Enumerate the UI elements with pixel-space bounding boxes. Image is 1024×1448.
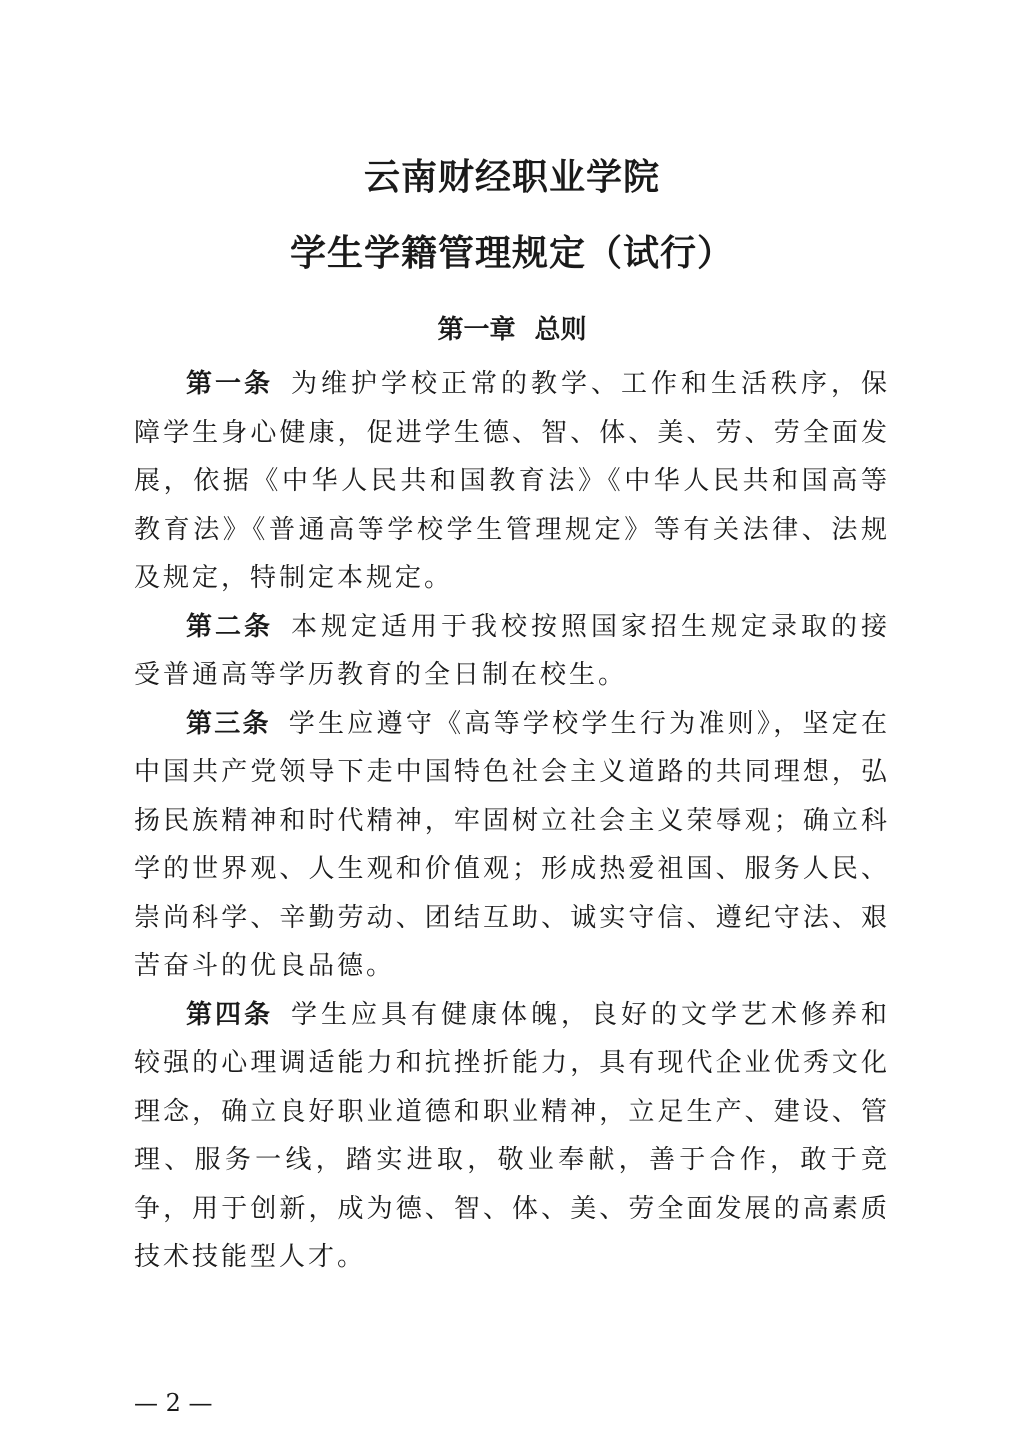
article-2-text: 本规定适用于我校按照国家招生规定录取的接受普通高等学历教育的全日制在校生。 xyxy=(134,611,890,690)
article-4 xyxy=(134,991,890,1282)
title-line-institution: 云南财经职业学院 xyxy=(363,157,660,198)
article-3-label: 第三条 xyxy=(186,708,271,739)
article-1 xyxy=(134,360,890,603)
article-3-text: 学生应遵守《高等学校学生行为准则》，坚定在中国共产党领导下走中国特色社会主义道路的共同理想，弘扬民族精神和时代精神，牢固树立社会主义荣辱观；确立科学的世界观、人生观和价值观；形成热爱祖国、服务人民、崇尚科学、辛勤劳动、团结互助、诚实守信、遵纪守法、艰苦奋斗的优良品德。 xyxy=(134,708,890,981)
article-2 xyxy=(134,603,890,700)
article-3 xyxy=(134,700,890,991)
article-2-label: 第二条 xyxy=(186,611,273,642)
document-body xyxy=(134,360,890,1282)
article-4-text: 学生应具有健康体魄，良好的文学艺术修养和较强的心理调适能力和抗挫折能力，具有现代企业优秀文化理念，确立良好职业道德和职业精神，立足生产、建设、管理、服务一线，踏实进取，敬业奉献，善于合作，敢于竞争，用于创新，成为德、智、体、美、劳全面发展的高素质技术技能型人才。 xyxy=(134,999,890,1272)
page-number: — 2 — xyxy=(134,1389,213,1417)
document-title xyxy=(0,156,1024,276)
chapter-heading: 第一章 总则 xyxy=(437,315,587,345)
title-line-regulation: 学生学籍管理规定（试行） xyxy=(289,233,734,274)
article-4-label: 第四条 xyxy=(186,999,273,1030)
article-1-label: 第一条 xyxy=(186,369,273,399)
article-1-text: 为维护学校正常的教学、工作和生活秩序，保障学生身心健康，促进学生德、智、体、美、劳、劳全面发展，依据《中华人民共和国教育法》《中华人民共和国高等教育法》《普通高等学校学生管理规定》等有关法律、法规及规定，特制定本规定。 xyxy=(134,369,890,593)
